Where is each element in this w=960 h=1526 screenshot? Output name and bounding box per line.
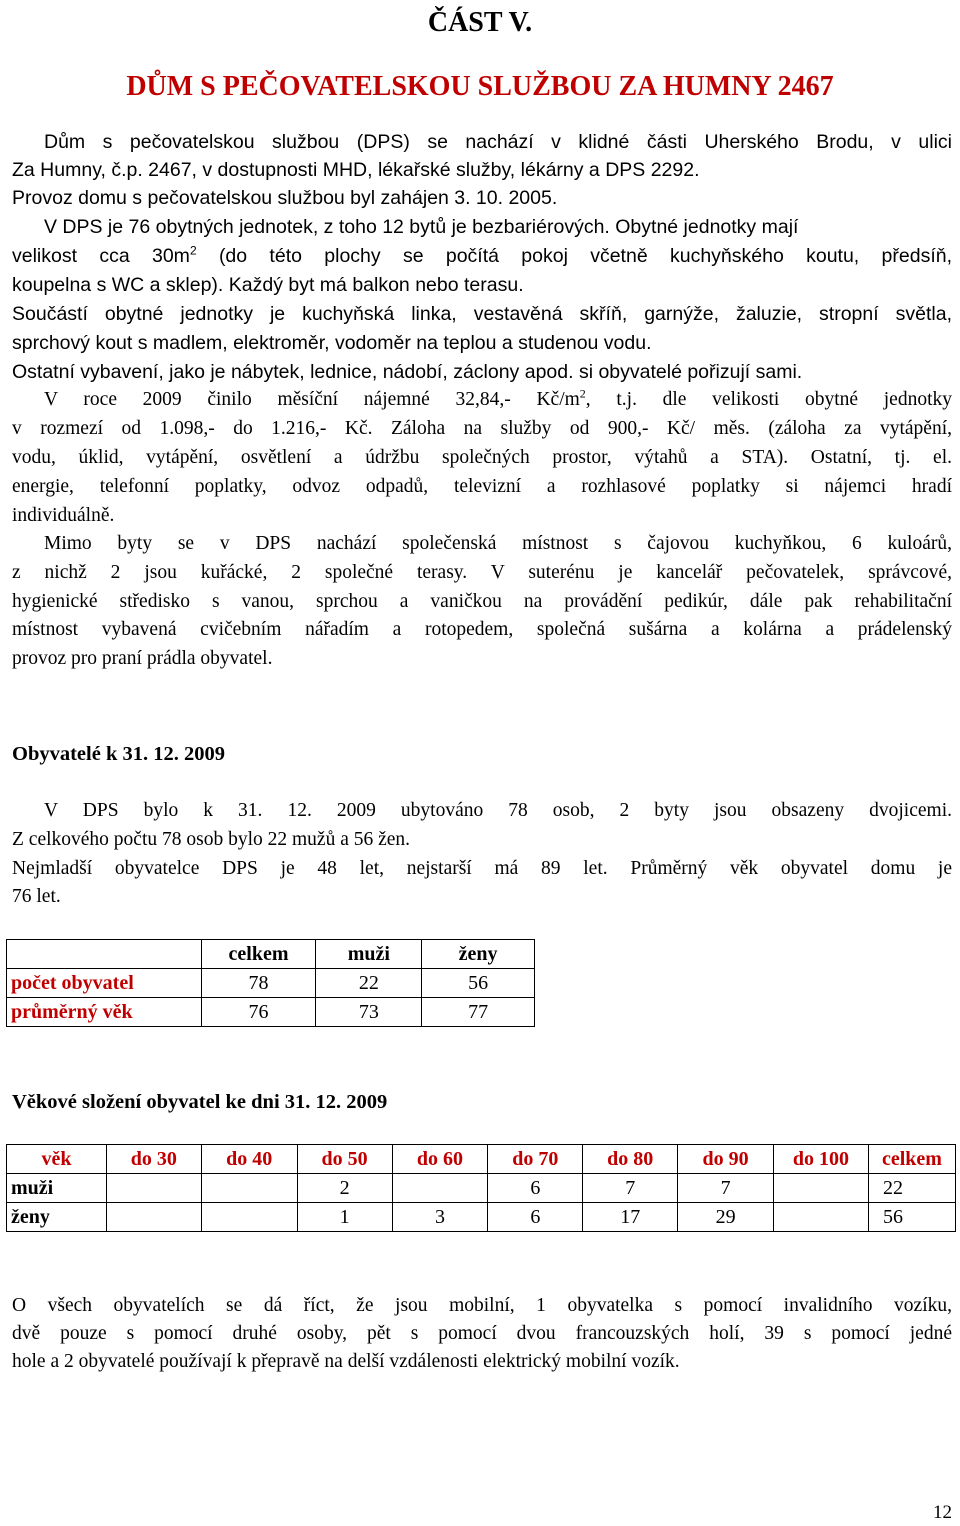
equipment-line-3: Ostatní vybavení, jako je nábytek, lednice, nádobí, záclony apod. si obyvatelé pořizují sami. (12, 361, 803, 383)
age-cell (774, 1174, 869, 1203)
age-cell: 1 (297, 1203, 392, 1232)
summary-header-men: muži (316, 940, 422, 969)
mobility-line-3: hole a 2 obyvatelé používají k přepravě na delší vzdálenosti elektrický mobilní vozík. (12, 1351, 680, 1372)
summary-header-total: celkem (201, 940, 316, 969)
summary-cell: 73 (316, 998, 422, 1027)
age-row-women (7, 1203, 956, 1232)
page-number: 12 (933, 1502, 952, 1523)
age-cell: 6 (488, 1174, 583, 1203)
summary-cell: 56 (422, 969, 535, 998)
residents-line-2: Z celkového počtu 78 osob bylo 22 mužů a 56 žen. (12, 829, 411, 850)
rent-line-3: vodu, úklid, vytápění, osvětlení a údržbu společných prostor, výtahů a STA). Ostatní, tj. el. (12, 447, 952, 468)
age-cell: 29 (678, 1203, 774, 1232)
age-cell (774, 1203, 869, 1232)
age-header-cell: do 70 (488, 1145, 583, 1174)
summary-header-women: ženy (422, 940, 535, 969)
residents-line-4: 76 let. (12, 886, 61, 907)
equipment-line-2: sprchový kout s madlem, elektroměr, vodoměr na teplou a studenou vodu. (12, 332, 652, 354)
rent-text-2: , t.j. dle velikosti obytné jednotky (585, 389, 953, 410)
mobility-line-1: O všech obyvatelích se dá říct, že jsou mobilní, 1 obyvatelka s pomocí invalidního vozíku, (12, 1295, 952, 1316)
summary-row-age (7, 998, 535, 1027)
summary-cell: 76 (201, 998, 316, 1027)
residents-heading: Obyvatelé k 31. 12. 2009 (12, 743, 225, 765)
age-cell: 7 (678, 1174, 774, 1203)
summary-cell: 77 (422, 998, 535, 1027)
age-cell: 3 (392, 1203, 488, 1232)
intro-size-detail: (do této plochy se počítá pokoj včetně kuchyňského koutu, předsíň, (218, 245, 952, 267)
age-header-row (7, 1145, 956, 1174)
summary-table (6, 939, 535, 1027)
summary-row-label: průměrný věk (7, 998, 202, 1027)
age-header-cell: do 60 (392, 1145, 488, 1174)
age-cell (201, 1203, 297, 1232)
rent-line-5: individuálně. (12, 505, 115, 526)
intro-size-superscript: 2 (189, 243, 197, 258)
age-header-cell: celkem (868, 1145, 955, 1174)
age-cell-total: 56 (868, 1203, 955, 1232)
equipment-line-1: Součástí obytné jednotky je kuchyňská linka, vestavěná skříň, garnýže, žaluzie, stropní světla, (12, 303, 952, 325)
age-cell (106, 1203, 201, 1232)
summary-header-empty (7, 940, 202, 969)
age-cell: 2 (297, 1174, 392, 1203)
age-cell (392, 1174, 488, 1203)
summary-header-row (7, 940, 535, 969)
age-cell: 6 (488, 1203, 583, 1232)
rent-line-2: v rozmezí od 1.098,- do 1.216,- Kč. Záloha na služby od 900,- Kč/ měs. (záloha za vytápění, (12, 418, 952, 439)
age-cell (106, 1174, 201, 1203)
rent-line-4: energie, telefonní poplatky, odvoz odpadů, televizní a rozhlasové poplatky si nájemci hradí (12, 476, 952, 497)
age-header-cell: do 100 (774, 1145, 869, 1174)
intro-balcony-text: Každý byt má balkon nebo terasu. (228, 274, 524, 296)
facilities-line-2: z nichž 2 jsou kuřácké, 2 společné terasy. V suterénu je kancelář pečovatelek, správcové, (12, 562, 952, 583)
age-table-heading: Věkové složení obyvatel ke dni 31. 12. 2009 (12, 1091, 388, 1113)
age-header-cell: do 90 (678, 1145, 774, 1174)
age-row-men (7, 1174, 956, 1203)
age-row-label: ženy (7, 1203, 107, 1232)
intro-units-text: V DPS je 76 obytných jednotek, z toho 12 bytů je bezbariérových. (44, 216, 610, 238)
rent-line-1 (44, 386, 952, 414)
summary-cell: 22 (316, 969, 422, 998)
intro-units-text-2: Obytné jednotky mají (615, 216, 799, 238)
age-cell (201, 1174, 297, 1203)
part-heading: ČÁST V. (427, 7, 533, 38)
summary-row-label: počet obyvatel (7, 969, 202, 998)
age-cell: 7 (583, 1174, 678, 1203)
age-header-cell: věk (7, 1145, 107, 1174)
age-header-cell: do 80 (583, 1145, 678, 1174)
residents-line-1: V DPS bylo k 31. 12. 2009 ubytováno 78 osob, 2 byty jsou obsazeny dvojicemi. (44, 800, 952, 821)
rent-superscript: 2 (579, 386, 586, 401)
facilities-line-3: hygienické středisko s vanou, sprchou a vaničkou na provádění pedikúr, dále pak rehabilitační (12, 591, 952, 612)
age-header-cell: do 30 (106, 1145, 201, 1174)
facilities-line-4: místnost vybavená cvičebním nářadím a rotopedem, společná sušárna a kolárna a prádelenský (12, 619, 952, 640)
facilities-line-1: Mimo byty se v DPS nachází společenská místnost s čajovou kuchyňkou, 6 kuloárů, (44, 533, 952, 554)
summary-cell: 78 (201, 969, 316, 998)
age-row-label: muži (7, 1174, 107, 1203)
intro-line-2: Za Humny, č.p. 2467, v dostupnosti MHD, lékařské služby, lékárny a DPS 2292. (12, 159, 700, 181)
rent-text: V roce 2009 činilo měsíční nájemné 32,84,- Kč/m (44, 389, 580, 410)
age-header-cell: do 40 (201, 1145, 297, 1174)
intro-line-1: Dům s pečovatelskou službou (DPS) se nachází v klidné části Uherského Brodu, v ulici (44, 131, 952, 153)
age-header-cell: do 50 (297, 1145, 392, 1174)
mobility-line-2: dvě pouze s pomocí druhé osoby, pět s pomocí dvou francouzských holí, 39 s pomocí jedné (12, 1323, 952, 1344)
intro-line-4 (44, 213, 798, 241)
residents-line-3: Nejmladší obyvatelce DPS je 48 let, nejstarší má 89 let. Průměrný věk obyvatel domu je (12, 858, 952, 879)
intro-bath-text: koupelna s WC a sklep). (12, 274, 224, 296)
intro-line-6 (12, 271, 952, 299)
age-cell-total: 22 (868, 1174, 955, 1203)
age-cell: 17 (583, 1203, 678, 1232)
intro-size-text: velikost cca 30m (12, 245, 190, 267)
age-table (6, 1144, 956, 1232)
summary-row-count (7, 969, 535, 998)
intro-line-3: Provoz domu s pečovatelskou službou byl zahájen 3. 10. 2005. (12, 187, 558, 209)
intro-line-5 (12, 242, 952, 270)
facilities-line-5: provoz pro praní prádla obyvatel. (12, 648, 273, 669)
section-title: DŮM S PEČOVATELSKOU SLUŽBOU ZA HUMNY 2467 (126, 71, 834, 102)
